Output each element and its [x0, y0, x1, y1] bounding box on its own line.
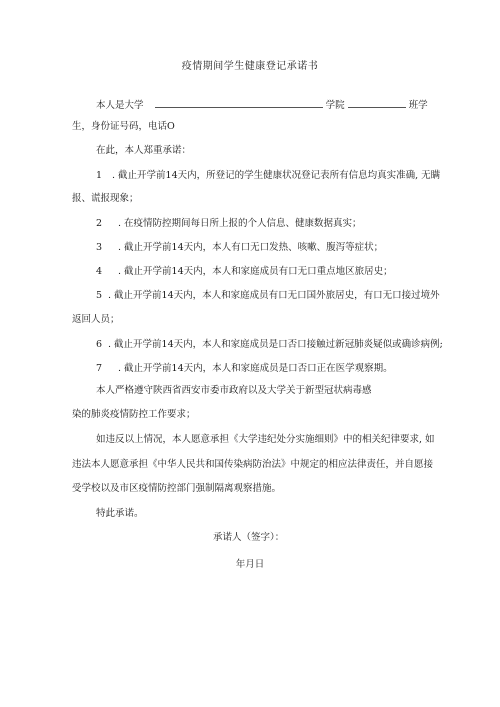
class-label: 班学: [408, 100, 428, 111]
item-text: . 在疫情防控期间每日所上报的个人信息、健康数据真实；: [118, 218, 362, 229]
signature-label: 承诺人（签字）：: [213, 532, 285, 543]
item-number: 2: [96, 218, 103, 229]
violation-line-3: 受学校以及市区疫情防控部门强制隔离观察措施。: [72, 483, 282, 494]
promise-item-1: [96, 170, 440, 182]
item-number: 3: [96, 242, 103, 253]
violation-line-1: 如违反以上情况，本人愿意承担《大学违纪处分实施细则》中的相关纪律要求, 如: [96, 434, 435, 445]
item-number: 5: [96, 290, 103, 301]
class-blank: [348, 97, 406, 108]
closing-statement: 特此承诺。: [96, 508, 144, 519]
solemn-statement: 在此，本人郑重承诺：: [96, 145, 192, 156]
date-label: 年月日: [235, 559, 265, 570]
promise-item-4: [96, 266, 393, 278]
item-number: 1: [96, 170, 103, 181]
item-text: . 截止开学前14天内，本人和家庭成员是口否口正在医学观察期。: [118, 363, 393, 374]
item-number: 4: [96, 266, 103, 277]
item-number: 7: [96, 363, 103, 374]
item-text: . 截止开学前14天内，本人和家庭成员是口否口接触过新冠肺炎疑似或确诊病例;: [108, 339, 443, 350]
intro-line-2: 生，身份证号码，电话O: [72, 121, 175, 132]
promise-item-2: [96, 218, 362, 230]
promise-item-5: [96, 290, 440, 302]
promise-item-3: [96, 242, 383, 254]
item-number: 6: [96, 339, 103, 350]
item-text: . 截止开学前14天内，本人有口无口发热、咳嗽、腹泻等症状；: [118, 242, 384, 253]
promise-item-5-cont: 返回人员；: [72, 314, 120, 325]
promise-item-7: [96, 363, 393, 375]
violation-line-2: 违法本人愿意承担《中华人民共和国传染病防治法》中规定的相应法律责任，并自愿接: [72, 459, 434, 470]
item-text: . 截止开学前14天内，所登记的学生健康状况登记表所有信息均真实准确, 无瞒: [112, 170, 441, 181]
intro-prefix: 本人是大学: [96, 100, 144, 111]
promise-item-6: [96, 339, 443, 351]
compliance-line-1: 本人严格遵守陕西省西安市委市政府以及大学关于新型冠状病毒感: [96, 385, 372, 396]
document-title: 疫情期间学生健康登记承诺书: [181, 61, 319, 72]
compliance-line-2: 染的肺炎疫情防控工作要求；: [72, 409, 196, 420]
item-text: . 截止开学前14天内，本人和家庭成员有口无口重点地区旅居史；: [118, 266, 393, 277]
item-text: . 截止开学前14天内，本人和家庭成员有口无口国外旅居史，有口无口接过境外: [108, 290, 440, 301]
promise-item-1-cont: 报、谎报现象；: [72, 193, 139, 204]
college-label: 学院: [325, 100, 345, 111]
university-blank: [155, 97, 323, 108]
intro-line: [96, 97, 428, 112]
